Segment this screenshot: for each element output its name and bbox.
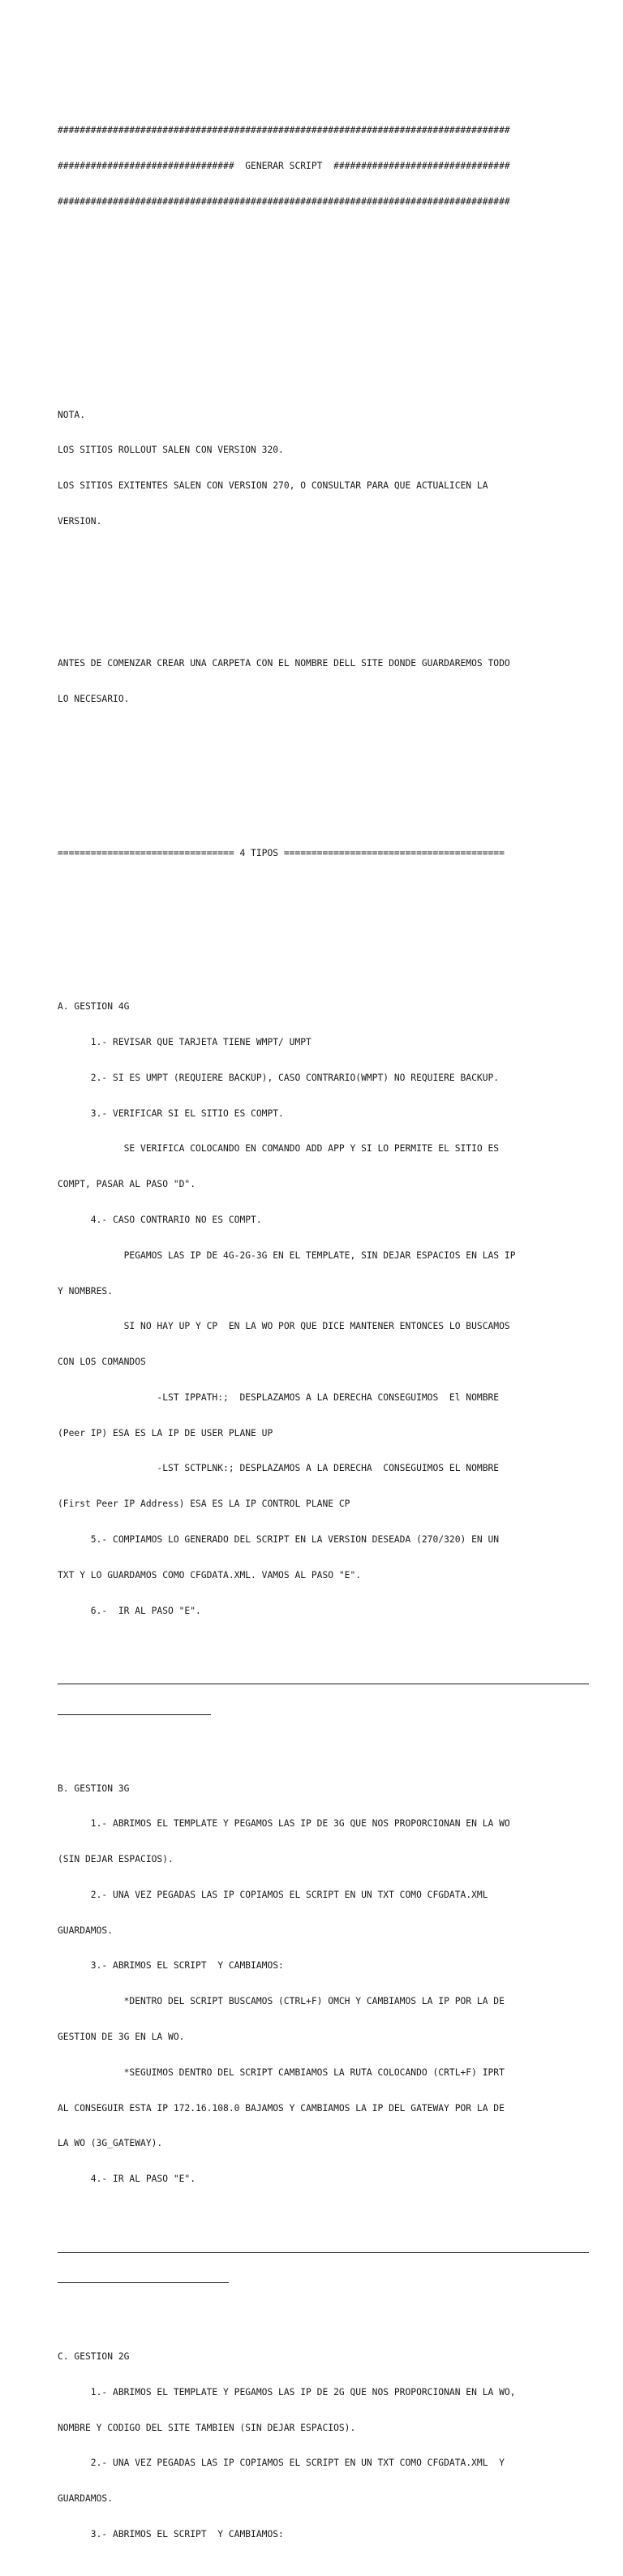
section-a-line: -LST IPPATH:; DESPLAZAMOS A LA DERECHA CONSEGUIMOS El NOMBRE	[58, 1391, 500, 1403]
blank-line	[58, 338, 577, 350]
nota-line: VERSION.	[58, 515, 102, 527]
intro-line: LO NECESARIO.	[58, 693, 130, 704]
section-c-gestion-2g	[58, 2328, 577, 2565]
section-b-line: 2.- UNA VEZ PEGADAS LAS IP COPIAMOS EL SCRIPT EN UN TXT COMO CFGDATA.XML	[58, 1889, 488, 1900]
section-a-line: TXT Y LO GUARDAMOS COMO CFGDATA.XML. VAMOS AL PASO "E".	[58, 1569, 362, 1580]
blank-line	[58, 800, 577, 812]
section-divider-rule-short	[58, 1712, 577, 1724]
section-c-line: 3.- ABRIMOS EL SCRIPT Y CAMBIAMOS:	[58, 2528, 284, 2539]
section-b-line: *SEGUIMOS DENTRO DEL SCRIPT CAMBIAMOS LA RUTA COLOCANDO (CRTL+F) IPRT	[58, 2066, 505, 2078]
section-b-line: AL CONSEGUIR ESTA IP 172.16.108.0 BAJAMOS Y CAMBIAMOS LA IP DEL GATEWAY POR LA DE	[58, 2102, 505, 2114]
nota-line: NOTA.	[58, 409, 86, 420]
section-a-line: SE VERIFICA COLOCANDO EN COMANDO ADD APP Y SI LO PERMITE EL SITIO ES	[58, 1143, 500, 1155]
section-a-gestion-4g	[58, 978, 577, 1641]
section-c-heading: C. GESTION 2G	[58, 2351, 130, 2362]
section-b-line: 3.- ABRIMOS EL SCRIPT Y CAMBIAMOS:	[58, 1960, 284, 1972]
section-a-line: 3.- VERIFICAR SI EL SITIO ES COMPT.	[58, 1107, 284, 1119]
section-a-line: -LST SCTPLNK:; DESPLAZAMOS A LA DERECHA CONSEGUIMOS EL NOMBRE	[58, 1463, 500, 1474]
section-b-line: (SIN DEJAR ESPACIOS).	[58, 1854, 174, 1865]
section-a-line: (Peer IP) ESA ES LA IP DE USER PLANE UP	[58, 1427, 273, 1439]
section-a-line: 4.- CASO CONTRARIO NO ES COMPT.	[58, 1215, 262, 1225]
section-a-heading: A. GESTION 4G	[58, 1001, 130, 1013]
section-divider-rule	[58, 2245, 577, 2257]
blank-line	[58, 931, 577, 943]
section-a-line: SI NO HAY UP Y CP EN LA WO POR QUE DICE MANTENER ENTONCES LO BUSCAMOS	[58, 1321, 510, 1332]
section-a-line: 1.- REVISAR QUE TARJETA TIENE WMPT/ UMPT	[58, 1037, 312, 1048]
section-a-line: Y NOMBRES.	[58, 1285, 114, 1297]
blank-line	[58, 764, 577, 776]
section-c-line: NOMBRE Y CODIGO DEL SITE TAMBIEN (SIN DEJAR ESPACIOS).	[58, 2422, 356, 2433]
nota-block	[58, 385, 577, 551]
header-banner	[58, 101, 577, 232]
section-a-line: PEGAMOS LAS IP DE 4G-2G-3G EN EL TEMPLATE, SIN DEJAR ESPACIOS EN LAS IP	[58, 1249, 516, 1261]
intro-line: ANTES DE COMENZAR CREAR UNA CARPETA CON EL NOMBRE DELL SITE DONDE GUARDAREMOS TODO	[58, 658, 510, 669]
section-divider-rule	[58, 1676, 577, 1688]
blank-line	[58, 587, 577, 600]
section-b-line: 1.- ABRIMOS EL TEMPLATE Y PEGAMOS LAS IP DE 3G QUE NOS PROPORCIONAN EN LA WO	[58, 1818, 510, 1830]
nota-line: LOS SITIOS EXITENTES SALEN CON VERSION 270, O CONSULTAR PARA QUE ACTUALICEN LA	[58, 480, 488, 492]
blank-line	[58, 895, 577, 907]
section-a-line: (First Peer IP Address) ESA ES LA IP CONTROL PLANE CP	[58, 1499, 350, 1510]
blank-line	[58, 303, 577, 315]
section-c-line: 1.- ABRIMOS EL TEMPLATE Y PEGAMOS LAS IP DE 2G QUE NOS PROPORCIONAN EN LA WO,	[58, 2386, 516, 2398]
header-hash-line: ##################################################################################	[58, 125, 510, 136]
section-a-line: 6.- IR AL PASO "E".	[58, 1605, 201, 1616]
section-b-line: GUARDAMOS.	[58, 1924, 114, 1936]
section-a-line: 5.- COMPIAMOS LO GENERADO DEL SCRIPT EN LA VERSION DESEADA (270/320) EN UN	[58, 1534, 500, 1546]
section-b-line: GESTION DE 3G EN LA WO.	[58, 2031, 185, 2042]
document-page	[58, 78, 577, 2576]
section-c-line: 2.- UNA VEZ PEGADAS LAS IP COPIAMOS EL SCRIPT EN UN TXT COMO CFGDATA.XML Y	[58, 2458, 505, 2469]
section-a-line: CON LOS COMANDOS	[58, 1357, 146, 1368]
header-hash-line: ##################################################################################	[58, 196, 510, 207]
section-b-gestion-3g	[58, 1759, 577, 2209]
section-a-line: 2.- SI ES UMPT (REQUIERE BACKUP), CASO CONTRARIO(WMPT) NO REQUIERE BACKUP.	[58, 1072, 500, 1083]
section-divider-rule-short	[58, 2280, 577, 2292]
blank-line	[58, 268, 577, 280]
section-c-line: GUARDAMOS.	[58, 2493, 114, 2505]
section-b-line: *DENTRO DEL SCRIPT BUSCAMOS (CTRL+F) OMCH Y CAMBIAMOS LA IP POR LA DE	[58, 1996, 505, 2007]
nota-line: LOS SITIOS ROLLOUT SALEN CON VERSION 320.	[58, 445, 284, 456]
section-b-line: LA WO (3G_GATEWAY).	[58, 2138, 163, 2149]
tipos-divider: ================================ 4 TIPOS ========================================	[58, 847, 505, 858]
section-a-line: COMPT, PASAR AL PASO "D".	[58, 1179, 196, 1190]
section-b-heading: B. GESTION 3G	[58, 1783, 130, 1794]
intro-block	[58, 634, 577, 729]
header-title-line: ################################ GENERAR SCRIPT ################################	[58, 161, 510, 172]
section-b-line: 4.- IR AL PASO "E".	[58, 2174, 196, 2185]
